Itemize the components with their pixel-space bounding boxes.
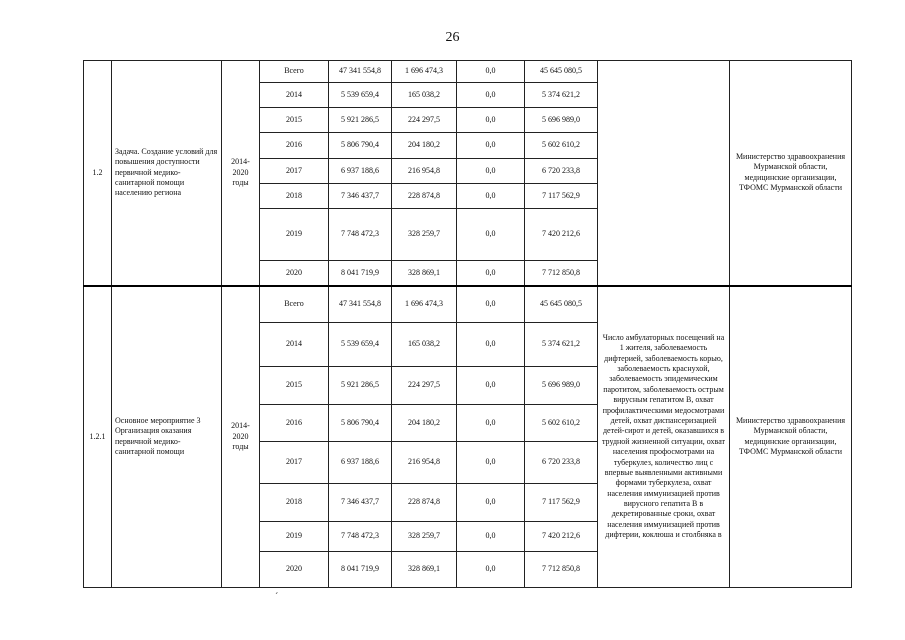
executor: Министерство здравоохранения Мурманской области, медицинские организации, ТФОМС Мурманской области: [730, 286, 852, 588]
local-value: 0,0: [457, 552, 525, 588]
local-value: 0,0: [457, 209, 525, 261]
total-value: 6 937 188,6: [329, 442, 392, 484]
year-label: 2016: [260, 133, 329, 159]
federal-value: 328 259,7: [392, 522, 457, 552]
year-label: 2014: [260, 83, 329, 108]
local-value: 0,0: [457, 323, 525, 367]
year-label: 2019: [260, 209, 329, 261]
row-number: 1.2.1: [84, 286, 112, 588]
regional-value: 7 420 212,6: [525, 209, 598, 261]
regional-value: 5 696 989,0: [525, 367, 598, 405]
total-value: 5 921 286,5: [329, 367, 392, 405]
total-value: 5 806 790,4: [329, 133, 392, 159]
local-value: 0,0: [457, 261, 525, 286]
local-value: 0,0: [457, 83, 525, 108]
year-label: 2015: [260, 367, 329, 405]
year-label: 2018: [260, 184, 329, 209]
indicators: Число амбулаторных посещений на 1 жителя, заболеваемость дифтерией, заболеваемость корью, заболеваемость краснухой, заболеваемость эпидемическим паротитом, заболеваемость острым вирусным гепатитом В, охват профилактическими медосмотрами детей, охват диспансеризацией детей-сирот и детей, оказавшихся в трудной жизненной ситуации, охват населения профосмотрами на туберкулез, количество лиц с впервые выявленными активными формами туберкулеза, охват населения иммунизацией против вирусного гепатита В в декретированные сроки, охват населения иммунизацией против дифтерии, коклюша и столбняка в: [598, 286, 730, 588]
table-row: [84, 61, 852, 83]
indicators: [598, 61, 730, 286]
local-value: 0,0: [457, 61, 525, 83]
year-label: 2020: [260, 552, 329, 588]
local-value: 0,0: [457, 184, 525, 209]
federal-value: 204 180,2: [392, 405, 457, 442]
total-value: 7 346 437,7: [329, 184, 392, 209]
year-label: 2014: [260, 323, 329, 367]
federal-value: 224 297,5: [392, 367, 457, 405]
block-1-2-1: [84, 286, 852, 588]
block-1-2: [84, 61, 852, 286]
federal-value: 216 954,8: [392, 442, 457, 484]
regional-value: 5 374 621,2: [525, 323, 598, 367]
federal-value: 328 259,7: [392, 209, 457, 261]
federal-value: 165 038,2: [392, 323, 457, 367]
federal-value: 228 874,8: [392, 184, 457, 209]
period: 2014-2020 годы: [222, 286, 260, 588]
local-value: 0,0: [457, 405, 525, 442]
regional-value: 7 712 850,8: [525, 552, 598, 588]
year-label: 2015: [260, 108, 329, 133]
total-value: 7 748 472,3: [329, 522, 392, 552]
year-label: 2016: [260, 405, 329, 442]
regional-value: 5 374 621,2: [525, 83, 598, 108]
total-value: 5 921 286,5: [329, 108, 392, 133]
year-label: 2018: [260, 484, 329, 522]
regional-value: 5 602 610,2: [525, 133, 598, 159]
total-value: 8 041 719,9: [329, 552, 392, 588]
total-value: 5 539 659,4: [329, 83, 392, 108]
row-number: 1.2: [84, 61, 112, 286]
federal-value: 216 954,8: [392, 159, 457, 184]
regional-value: 5 696 989,0: [525, 108, 598, 133]
local-value: 0,0: [457, 442, 525, 484]
federal-value: 204 180,2: [392, 133, 457, 159]
year-label: 2017: [260, 442, 329, 484]
table-row: [84, 286, 852, 323]
regional-value: 6 720 233,8: [525, 159, 598, 184]
federal-value: 1 696 474,3: [392, 286, 457, 323]
total-value: 47 341 554,8: [329, 286, 392, 323]
total-value: 5 806 790,4: [329, 405, 392, 442]
regional-value: 7 117 562,9: [525, 184, 598, 209]
page-number: 26: [445, 30, 460, 45]
year-label: 2017: [260, 159, 329, 184]
regional-value: 7 712 850,8: [525, 261, 598, 286]
federal-value: 224 297,5: [392, 108, 457, 133]
federal-value: 165 038,2: [392, 83, 457, 108]
total-value: 7 346 437,7: [329, 484, 392, 522]
regional-value: 7 117 562,9: [525, 484, 598, 522]
regional-value: 5 602 610,2: [525, 405, 598, 442]
local-value: 0,0: [457, 133, 525, 159]
regional-value: 7 420 212,6: [525, 522, 598, 552]
program-table: [83, 60, 852, 588]
local-value: 0,0: [457, 108, 525, 133]
executor: Министерство здравоохранения Мурманской области, медицинские организации, ТФОМС Мурманской области: [730, 61, 852, 286]
activity-name: Основное мероприятие 3 Организация оказания первичной медико-санитарной помощи: [112, 286, 222, 588]
federal-value: 228 874,8: [392, 484, 457, 522]
total-value: 7 748 472,3: [329, 209, 392, 261]
total-value: 5 539 659,4: [329, 323, 392, 367]
period: 2014-2020 годы: [222, 61, 260, 286]
local-value: 0,0: [457, 159, 525, 184]
task-name: Задача. Создание условий для повышения доступности первичной медико-санитарной помощи населению региона: [112, 61, 222, 286]
local-value: 0,0: [457, 367, 525, 405]
federal-value: 1 696 474,3: [392, 61, 457, 83]
local-value: 0,0: [457, 286, 525, 323]
federal-value: 328 869,1: [392, 552, 457, 588]
regional-value: 45 645 080,5: [525, 61, 598, 83]
stray-mark: ˊ: [275, 592, 279, 603]
regional-value: 6 720 233,8: [525, 442, 598, 484]
local-value: 0,0: [457, 484, 525, 522]
local-value: 0,0: [457, 522, 525, 552]
year-label: 2019: [260, 522, 329, 552]
total-value: 47 341 554,8: [329, 61, 392, 83]
year-label: Всего: [260, 286, 329, 323]
regional-value: 45 645 080,5: [525, 286, 598, 323]
total-value: 6 937 188,6: [329, 159, 392, 184]
year-label: 2020: [260, 261, 329, 286]
year-label: Всего: [260, 61, 329, 83]
federal-value: 328 869,1: [392, 261, 457, 286]
total-value: 8 041 719,9: [329, 261, 392, 286]
